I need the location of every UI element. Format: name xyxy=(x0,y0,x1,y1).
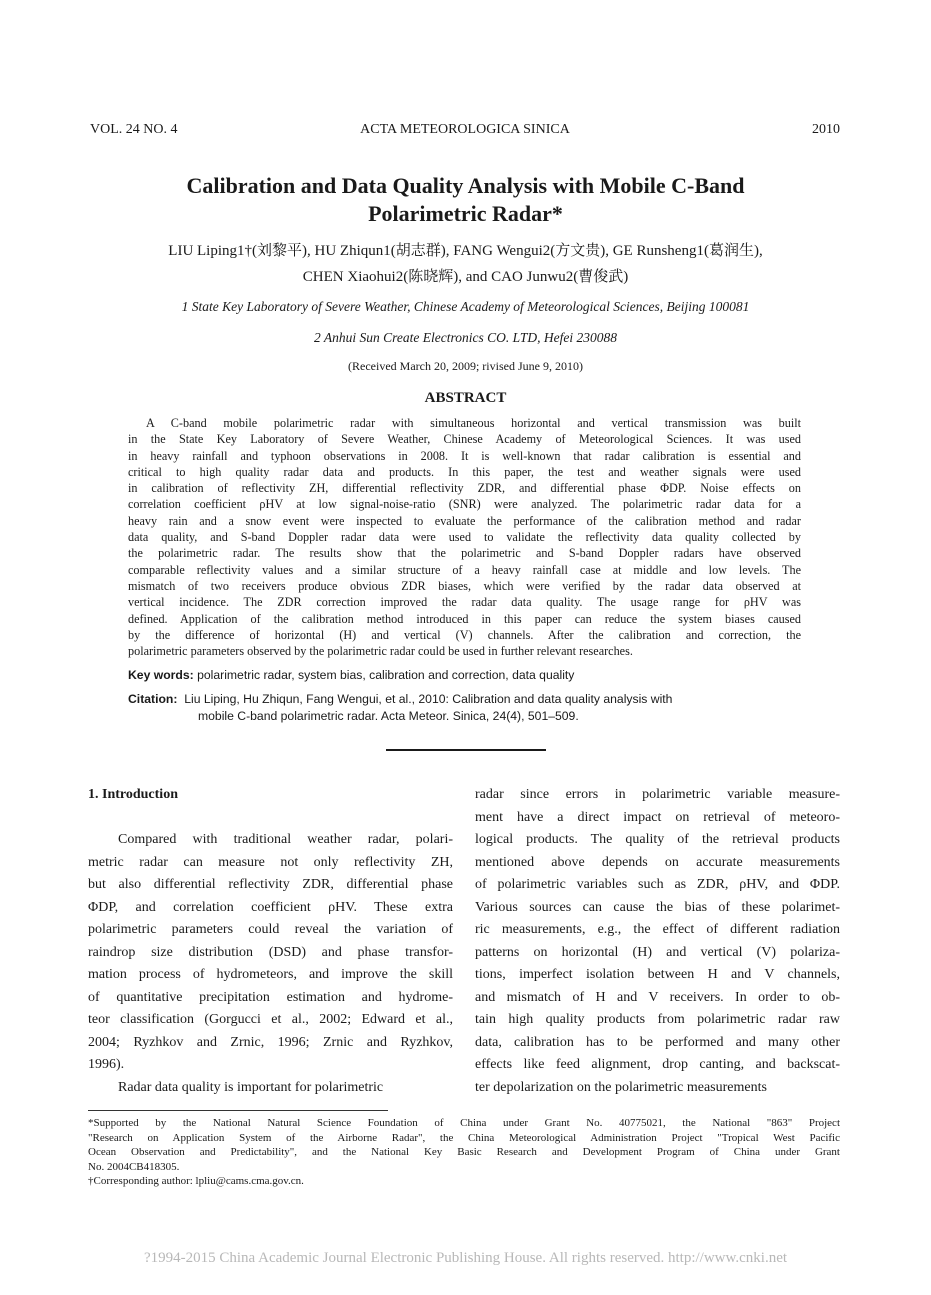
author-list xyxy=(60,238,871,290)
intro-right-line: data, calibration has to be performed and many other xyxy=(475,1034,840,1050)
volume-issue: VOL. 24 NO. 4 xyxy=(90,122,178,137)
intro-left-line: ΦDP, and correlation coefficient ρHV. These extra xyxy=(88,899,453,915)
footnote-rule xyxy=(88,1110,388,1111)
affiliation-2: 2 Anhui Sun Create Electronics CO. LTD, Hefei 230088 xyxy=(314,330,617,345)
abstract-line: the polarimetric radar. The results show that the polarimetric and S-band Doppler radars have observed xyxy=(128,546,801,561)
received-dates: (Received March 20, 2009; rivised June 9, 2010) xyxy=(348,359,583,373)
abstract-line: in the State Key Laboratory of Severe Weather, Chinese Academy of Meteorological Sciences. It was used xyxy=(128,432,801,447)
footnote-line: *Supported by the National Natural Science Foundation of China under Grant No. 40775021, the National "863" Project xyxy=(88,1117,840,1129)
copyright-watermark: ?1994-2015 China Academic Journal Electronic Publishing House. All rights reserved. http://www.cnki.net xyxy=(143,1250,788,1266)
abstract-line: polarimetric parameters observed by the polarimetric radar could be used in further relevant researches. xyxy=(128,644,633,659)
citation-line-2: mobile C-band polarimetric radar. Acta Meteor. Sinica, 24(4), 501–509. xyxy=(198,709,579,723)
intro-right-line: of polarimetric variables such as ZDR, ρHV, and ΦDP. xyxy=(475,877,840,892)
affiliation-1: 1 State Key Laboratory of Severe Weather, Chinese Academy of Meteorological Sciences, Beijing 100081 xyxy=(181,299,750,314)
title-line-1: Calibration and Data Quality Analysis with Mobile C-Band xyxy=(186,173,745,198)
publication-year: 2010 xyxy=(812,122,840,137)
intro-left-line: raindrop size distribution (DSD) and phase transfor- xyxy=(88,944,453,960)
citation-label: Citation: xyxy=(128,692,178,706)
intro-right-line: ment have a direct impact on retrieval of meteoro- xyxy=(475,809,840,825)
intro-left-line: but also differential reflectivity ZDR, differential phase xyxy=(88,877,453,892)
intro-heading: 1. Introduction xyxy=(88,787,178,802)
citation xyxy=(128,691,801,725)
intro-left-line: 1996). xyxy=(88,1057,125,1072)
intro-left-line: 2004; Ryzhkov and Zrnic, 1996; Zrnic and Ryzhkov, xyxy=(88,1034,453,1050)
abstract-line: in heavy rainfall and typhoon observations in 2008. It is well-known that radar calibration is essential and xyxy=(128,448,801,463)
footnote-line: †Corresponding author: lpliu@cams.cma.gov.cn. xyxy=(88,1175,304,1187)
title-line-2: Polarimetric Radar* xyxy=(368,201,563,226)
footnote-line: Ocean Observation and Predictability", and the National Key Basic Research and Development Program of China under Grant xyxy=(88,1146,840,1158)
abstract-line: heavy rain and a snow event were inspected to evaluate the performance of the calibration method and radar xyxy=(128,513,801,528)
section-separator xyxy=(386,749,546,751)
intro-left-line: Radar data quality is important for polarimetric xyxy=(118,1079,384,1095)
intro-right-line: logical products. The quality of the retrieval products xyxy=(475,832,840,847)
intro-left-line: teor classification (Gorgucci et al., 2002; Edward et al., xyxy=(88,1012,453,1027)
intro-right-line: tain high quality products from polarimetric radar raw xyxy=(475,1012,840,1027)
abstract-line: by the difference of horizontal (H) and vertical (V) channels. After the calibration and correction, the xyxy=(128,627,801,642)
abstract-line: comparable reflectivity values and a similar structure of a heavy rainfall case at middle and low levels. The xyxy=(128,562,801,577)
footnote-line: "Research on Application System of the Airborne Radar", the China Meteorological Administration Project "Tropical West Pacific xyxy=(88,1131,840,1144)
intro-right-line: effects like feed alignment, drop canting, and backscat- xyxy=(475,1057,840,1072)
intro-left-line: Compared with traditional weather radar, polari- xyxy=(118,832,453,847)
running-head xyxy=(90,122,840,140)
abstract-line: in calibration of reflectivity ZH, differential reflectivity ZDR, and differential phase ΦDP. Noise effects on xyxy=(128,481,801,496)
abstract-line: critical to high quality radar data and products. In this paper, the test and weather signals were used xyxy=(128,464,801,479)
footnotes xyxy=(88,1116,840,1189)
intro-right-line: tions, imperfect isolation between H and V channels, xyxy=(475,967,840,982)
intro-right-line: radar since errors in polarimetric variable measure- xyxy=(475,787,840,802)
intro-right-line: mentioned above depends on accurate measurements xyxy=(475,854,840,870)
intro-right-line: patterns on horizontal (H) and vertical (V) polariza- xyxy=(475,944,840,960)
intro-right-line: ter depolarization on the polarimetric measurements xyxy=(475,1079,767,1095)
intro-right-line: and mismatch of H and V receivers. In order to ob- xyxy=(475,989,840,1005)
intro-right-line: ric measurements, e.g., the effect of different radiation xyxy=(475,922,840,937)
abstract-heading: ABSTRACT xyxy=(424,390,507,406)
authors-line-1: LIU Liping1†(刘黎平), HU Zhiqun1(胡志群), FANG Wengui2(方文贵), GE Runsheng1(葛润生), xyxy=(168,243,763,259)
citation-line-1: Liu Liping, Hu Zhiqun, Fang Wengui, et al., 2010: Calibration and data quality analysis with xyxy=(184,692,673,706)
left-column xyxy=(88,784,453,1099)
journal-name: ACTA METEOROLOGICA SINICA xyxy=(360,122,570,137)
abstract-line: mismatch of two receivers produce obvious ZDR biases, which were verified by the radar data observed at xyxy=(128,578,801,593)
keywords xyxy=(128,668,801,682)
keywords-label: Key words: xyxy=(128,668,194,682)
abstract-line: vertical incidence. The ZDR correction improved the radar data quality. The usage range for ρHV was xyxy=(128,595,801,610)
abstract-line: A C-band mobile polarimetric radar with simultaneous horizontal and vertical transmission was built xyxy=(146,416,801,430)
intro-left-line: polarimetric parameters could reveal the variation of xyxy=(88,922,453,937)
intro-left-line: metric radar can measure not only reflectivity ZH, xyxy=(88,854,453,870)
keywords-text: polarimetric radar, system bias, calibration and correction, data quality xyxy=(197,668,575,682)
right-column xyxy=(475,784,840,1099)
footnote-line: No. 2004CB418305. xyxy=(88,1160,180,1173)
abstract-line: correlation coefficient ρHV at low signal-noise-ratio (SNR) were analyzed. The polarimetric radar data for a xyxy=(128,497,801,512)
abstract-line: defined. Application of the calibration method introduced in this paper can reduce the system biases caused xyxy=(128,611,801,626)
intro-left-line: mation process of hydrometeors, and improve the skill xyxy=(88,967,453,982)
intro-right-line: Various sources can cause the bias of these polarimet- xyxy=(475,899,840,915)
abstract-line: data quality, and S-band Doppler radar data were used to validate the reflectivity data quality collected by xyxy=(128,530,801,545)
authors-line-2: CHEN Xiaohui2(陈晓辉), and CAO Junwu2(曹俊武) xyxy=(302,269,629,285)
intro-left-line: of quantitative precipitation estimation and hydrome- xyxy=(88,989,453,1005)
paper-title xyxy=(60,172,871,228)
abstract-body xyxy=(128,415,801,659)
